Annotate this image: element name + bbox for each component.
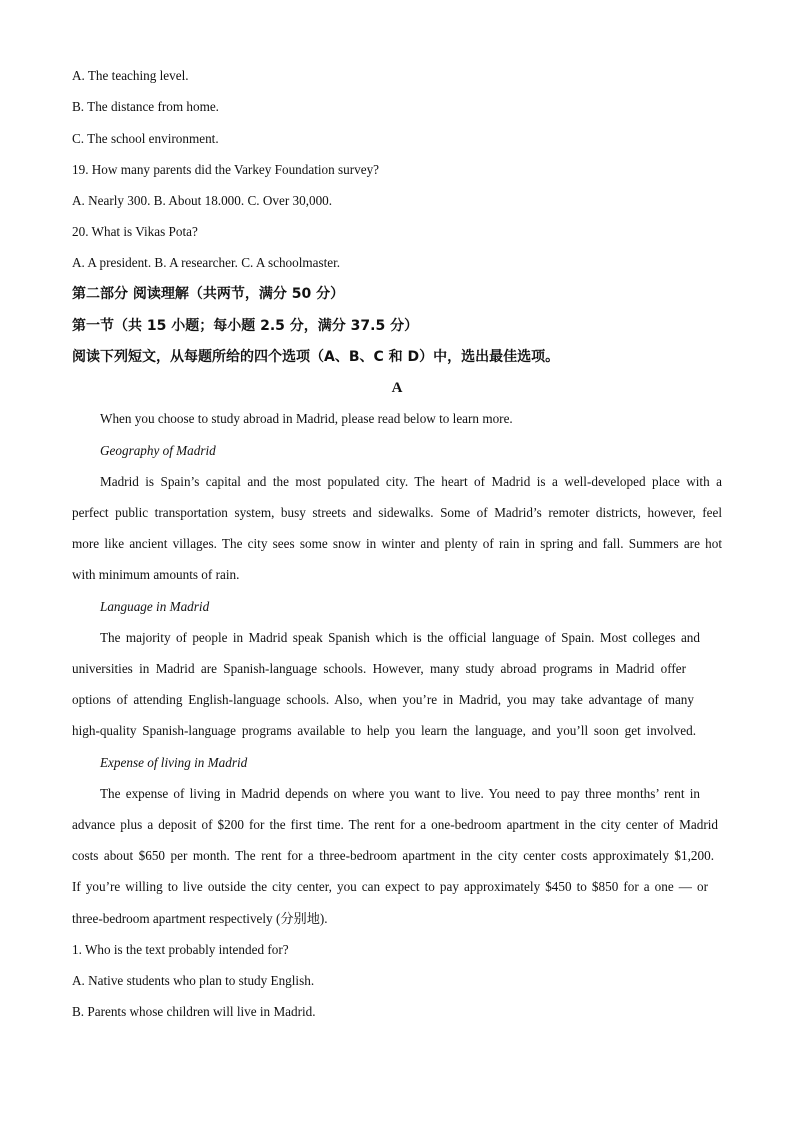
geography-line-1: Madrid is Spain’s capital and the most populated city. The heart of Madrid is a well-developed place with a [100,474,722,489]
q18-option-b: B. The distance from home. [72,99,219,114]
subheading-geography: Geography of Madrid [100,443,216,458]
section-one-heading: 第一节（共 15 小题；每小题 2.5 分，满分 37.5 分） [72,318,419,334]
expense-line-1: The expense of living in Madrid depends on where you want to live. You need to pay three months’ rent in [100,786,700,801]
part-two-heading: 第二部分 阅读理解（共两节，满分 50 分） [72,286,345,302]
q20-options: A. A president. B. A researcher. C. A schoolmaster. [72,255,341,270]
q19-options: A. Nearly 300. B. About 18.000. C. Over 30,000. [72,193,333,208]
language-line-2: universities in Madrid are Spanish-language schools. However, many study abroad programs in Madrid offer [72,661,686,676]
passage-intro: When you choose to study abroad in Madrid, please read below to learn more. [100,411,513,426]
q19-question: 19. How many parents did the Varkey Foundation survey? [72,162,380,177]
expense-line-4: If you’re willing to live outside the city center, you can expect to pay approximately $450 to $850 for a one — or [72,879,708,894]
q1-option-b: B. Parents whose children will live in Madrid. [72,1004,316,1019]
language-line-1: The majority of people in Madrid speak Spanish which is the official language of Spain. Most colleges and [100,630,700,645]
instructions: 阅读下列短文，从每题所给的四个选项（A、B、C 和 D）中，选出最佳选项。 [72,349,560,365]
q1-option-a: A. Native students who plan to study English. [72,973,315,988]
geography-line-3: more like ancient villages. The city sees some snow in winter and plenty of rain in spring and fall. Summers are hot [72,536,722,551]
geography-line-4: with minimum amounts of rain. [72,567,240,582]
subheading-expense: Expense of living in Madrid [100,755,248,770]
language-line-3: options of attending English-language schools. Also, when you’re in Madrid, you may take advantage of many [72,692,694,707]
q1-question: 1. Who is the text probably intended for? [72,942,289,957]
language-line-4: high-quality Spanish-language programs available to help you learn the language, and you’ll soon get involved. [72,723,696,738]
q20-question: 20. What is Vikas Pota? [72,224,198,239]
expense-line-2: advance plus a deposit of $200 for the first time. The rent for a one-bedroom apartment in the city center of Madrid [72,817,718,832]
geography-line-2: perfect public transportation system, busy streets and sidewalks. Some of Madrid’s remoter districts, however, feel [72,505,722,520]
subheading-language: Language in Madrid [100,599,210,614]
expense-line-3: costs about $650 per month. The rent for a three-bedroom apartment in the city center costs approximately $1,200. [72,848,714,863]
passage-title: A [391,380,403,396]
q18-option-c: C. The school environment. [72,131,219,146]
expense-line-5: three-bedroom apartment respectively (分别地). [72,911,328,926]
q18-option-a: A. The teaching level. [72,68,189,83]
